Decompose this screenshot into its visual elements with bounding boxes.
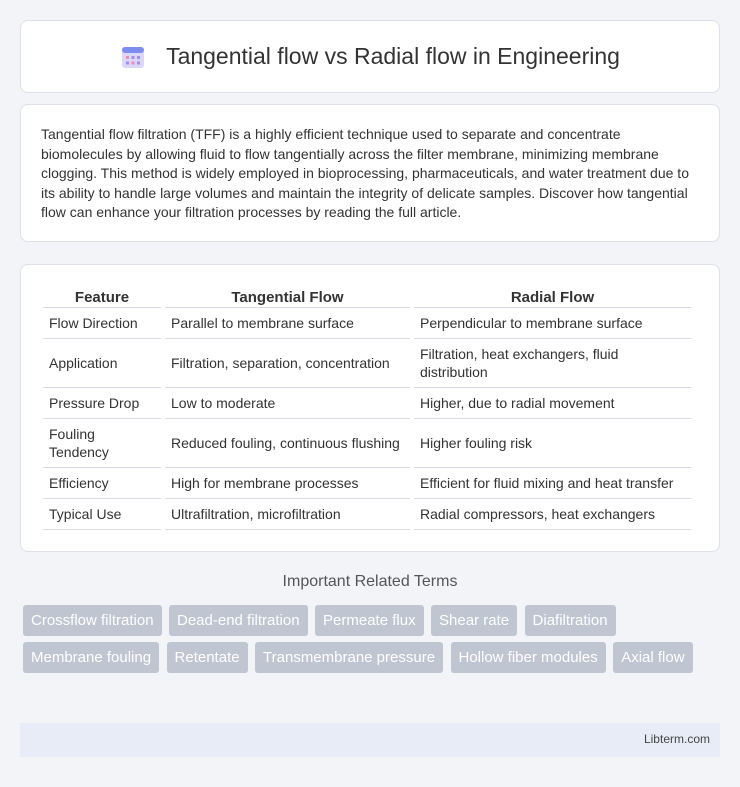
table-cell: Filtration, separation, concentration <box>165 339 410 388</box>
term-tag[interactable]: Hollow fiber modules <box>451 642 606 673</box>
table-row <box>43 499 691 530</box>
table-cell: Typical Use <box>43 499 161 530</box>
table-cell: Low to moderate <box>165 388 410 419</box>
table-cell: High for membrane processes <box>165 468 410 499</box>
table-cell: Perpendicular to membrane surface <box>414 308 691 339</box>
table-row <box>43 339 691 388</box>
table-cell: Higher fouling risk <box>414 419 691 468</box>
intro-text: Tangential flow filtration (TFF) is a highly efficient technique used to separate and concentrate biomolecules by allowing fluid to flow tangentially across the filter membrane, minimizing membrane clogging. This method is widely employed in bioprocessing, pharmaceuticals, and water treatment due to its ability to handle large volumes and maintain the integrity of delicate samples. Discover how tangential flow can enhance your filtration processes by reading the full article. <box>41 126 689 220</box>
table-cell: Efficiency <box>43 468 161 499</box>
header-card <box>20 20 720 93</box>
table-cell: Parallel to membrane surface <box>165 308 410 339</box>
term-tag[interactable]: Retentate <box>167 642 248 673</box>
table-row <box>43 388 691 419</box>
related-terms-list <box>23 605 723 679</box>
table-cell: Radial compressors, heat exchangers <box>414 499 691 530</box>
table-cell: Fouling Tendency <box>43 419 161 468</box>
header-tangential-flow: Tangential Flow <box>165 287 410 308</box>
table-row <box>43 468 691 499</box>
table-row <box>43 419 691 468</box>
related-terms-title: Important Related Terms <box>282 573 458 590</box>
table-cell: Filtration, heat exchangers, fluid distribution <box>414 339 691 388</box>
table-cell: Efficient for fluid mixing and heat transfer <box>414 468 691 499</box>
comparison-table <box>39 287 695 530</box>
comparison-table-card <box>20 264 720 552</box>
intro-card <box>20 104 720 242</box>
table-cell: Higher, due to radial movement <box>414 388 691 419</box>
table-cell: Flow Direction <box>43 308 161 339</box>
term-tag[interactable]: Membrane fouling <box>23 642 159 673</box>
header-feature: Feature <box>43 287 161 308</box>
footer-site-link[interactable]: Libterm.com <box>643 732 710 746</box>
table-cell: Application <box>43 339 161 388</box>
table-cell: Ultrafiltration, microfiltration <box>165 499 410 530</box>
table-row <box>43 308 691 339</box>
term-tag[interactable]: Transmembrane pressure <box>255 642 443 673</box>
term-tag[interactable]: Axial flow <box>613 642 692 673</box>
header-radial-flow: Radial Flow <box>414 287 691 308</box>
table-cell: Pressure Drop <box>43 388 161 419</box>
term-tag[interactable]: Dead-end filtration <box>169 605 308 636</box>
table-cell: Reduced fouling, continuous flushing <box>165 419 410 468</box>
term-tag[interactable]: Permeate flux <box>315 605 424 636</box>
term-tag[interactable]: Diafiltration <box>525 605 616 636</box>
page-title: Tangential flow vs Radial flow in Engineering <box>166 43 620 69</box>
calendar-icon <box>120 44 146 70</box>
table-header-row <box>43 287 691 308</box>
term-tag[interactable]: Crossflow filtration <box>23 605 162 636</box>
term-tag[interactable]: Shear rate <box>431 605 517 636</box>
footer <box>20 723 720 757</box>
